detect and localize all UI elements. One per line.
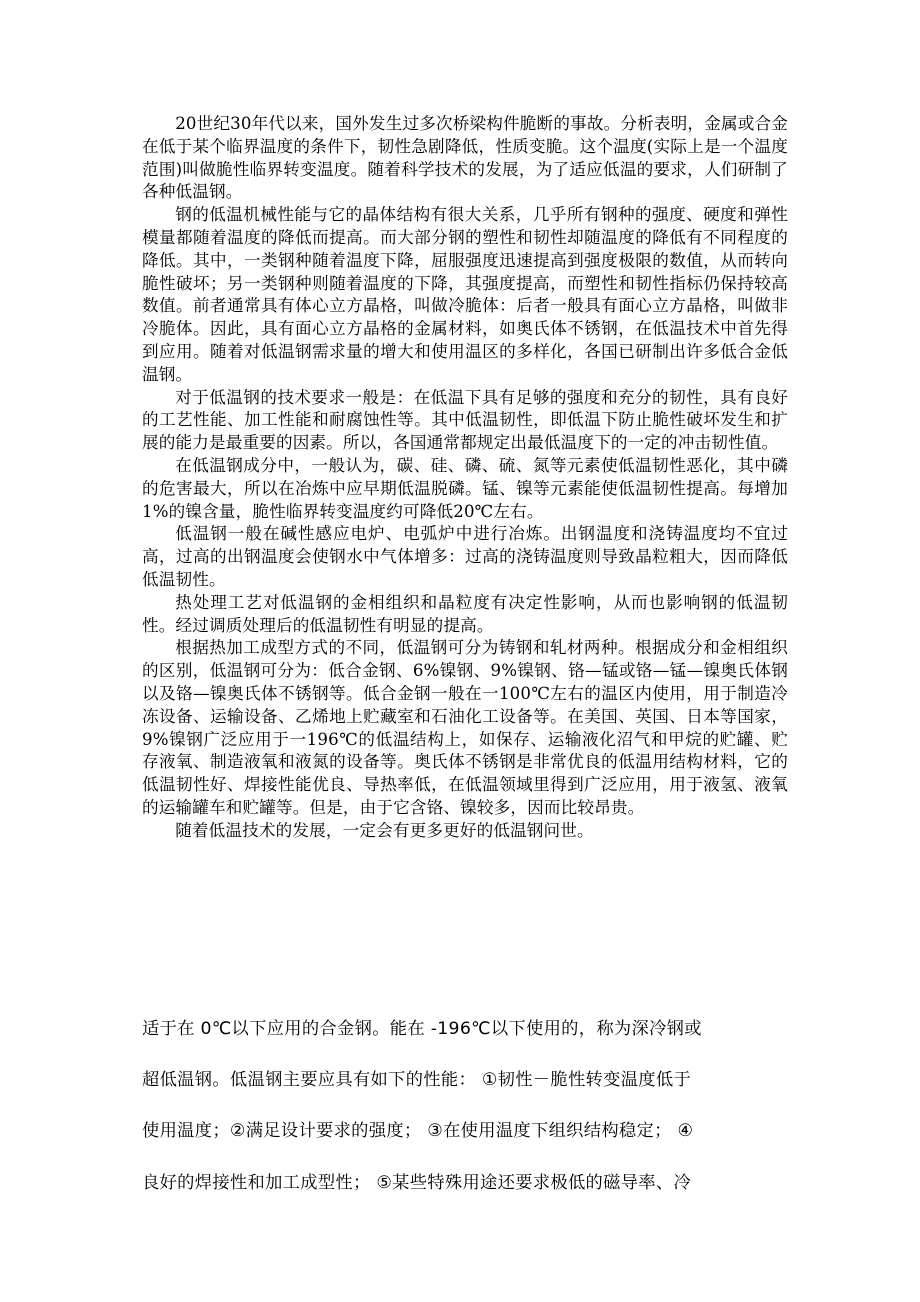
- paragraph: 对于低温钢的技术要求一般是：在低温下具有足够的强度和充分的韧性，具有良好的工艺性能、加工性能和耐腐蚀性等。其中低温韧性，即低温下防止脆性破坏发生和扩展的能力是最重要的因素。所以，各国通常都规定出最低温度下的一定的冲击韧性值。: [142, 387, 788, 453]
- article-body: [142, 113, 788, 843]
- text-line: 良好的焊接性和加工成型性； ⑤某些特殊用途还要求极低的磁导率、冷: [142, 1172, 692, 1193]
- text-line: 适于在 0℃以下应用的合金钢。能在 -196℃以下使用的，称为深冷钢或: [142, 1019, 702, 1039]
- paragraph: 20世纪30年代以来，国外发生过多次桥梁构件脆断的事故。分析表明，金属或合金在低于某个临界温度的条件下，韧性急剧降低，性质变脆。这个温度(实际上是一个温度范围)叫做脆性临界转变温度。随着科学技术的发展，为了适应低温的要求，人们研制了各种低温钢。: [142, 114, 788, 202]
- paragraph: 热处理工艺对低温钢的金相组织和晶粒度有决定性影响，从而也影响钢的低温韧性。经过调质处理后的低温韧性有明显的提高。: [142, 592, 788, 635]
- text-line: 使用温度；②满足设计要求的强度； ③在使用温度下组织结构稳定； ④: [142, 1121, 694, 1142]
- paragraph: 钢的低温机械性能与它的晶体结构有很大关系，几乎所有钢种的强度、硬度和弹性模量都随着温度的降低而提高。而大部分钢的塑性和韧性却随温度的降低有不同程度的降低。其中，一类钢种随着温度下降，屈服强度迅速提高到强度极限的数值，从而转向脆性破坏；另一类钢种则随着温度的下降，其强度提高，而塑性和韧性指标仍保持较高数值。前者通常具有体心立方晶格，叫做冷脆体：后者一般具有面心立方晶格，叫做非冷脆体。因此，具有面心立方晶格的金属材料，如奥氏体不锈钢，在低温技术中首先得到应用。随着对低温钢需求量的增大和使用温区的多样化，各国已研制出许多低合金低温钢。: [142, 205, 788, 384]
- text-line: 超低温钢。低温钢主要应具有如下的性能： ①韧性－脆性转变温度低于: [142, 1070, 692, 1091]
- definition-block: [142, 1004, 780, 1209]
- paragraph: 低温钢一般在碱性感应电炉、电弧炉中进行冶炼。出钢温度和浇铸温度均不宜过高，过高的出钢温度会使钢水中气体增多：过高的浇铸温度则导致晶粒粗大，因而降低低温韧性。: [142, 524, 788, 589]
- paragraph: 根据热加工成型方式的不同，低温钢可分为铸钢和轧材两种。根据成分和金相组织的区别，低温钢可分为：低合金钢、6%镍钢、9%镍钢、铬—锰或铬—锰—镍奥氏体钢以及铬—镍奥氏体不锈钢等。低合金钢一般在一100℃左右的温区内使用，用于制造冷冻设备、运输设备、乙烯地上贮藏室和石油化工设备等。在美国、英国、日本等国家，9%镍钢广泛应用于一196℃的低温结构上，如保存、运输液化沼气和甲烷的贮罐、贮存液氧、制造液氧和液氮的设备等。奥氏体不锈钢是非常优良的低温用结构材料，它的低温韧性好、焊接性能优良、导热率低，在低温领域里得到广泛应用，用于液氢、液氧的运输罐车和贮罐等。但是，由于它含铬、镍较多，因而比较昂贵。: [142, 638, 788, 817]
- paragraph: 在低温钢成分中，一般认为，碳、硅、磷、硫、氮等元素使低温韧性恶化，其中磷的危害最大，所以在冶炼中应早期低温脱磷。锰、镍等元素能使低温韧性提高。每增加1%的镍含量，脆性临界转变温度约可降低20℃左右。: [142, 455, 788, 521]
- paragraph: 随着低温技术的发展，一定会有更多更好的低温钢问世。: [175, 820, 594, 840]
